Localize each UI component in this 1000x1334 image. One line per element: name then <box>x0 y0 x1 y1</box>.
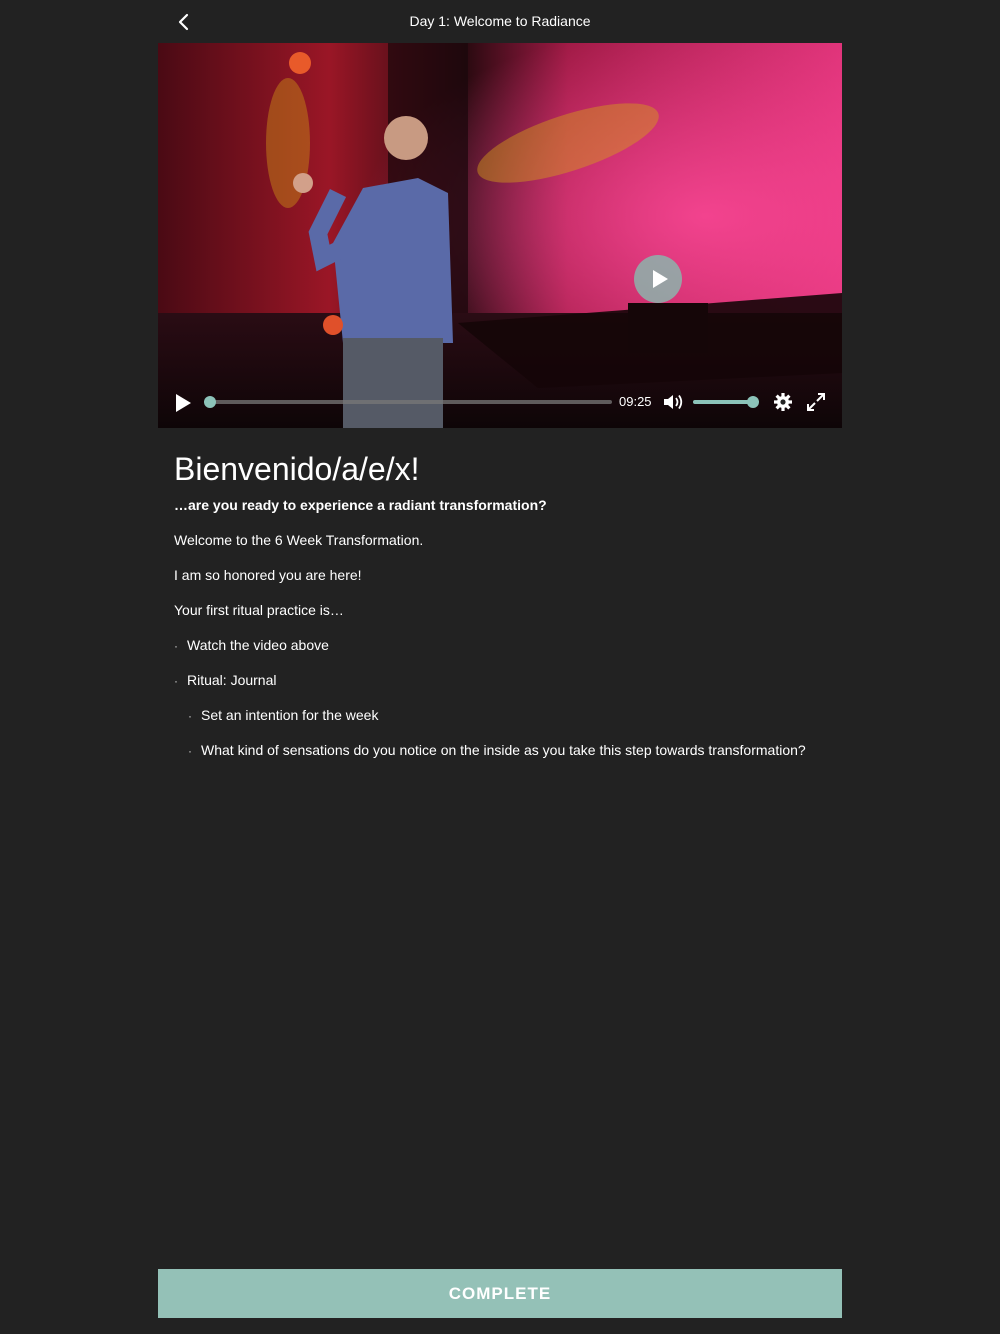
video-time: 09:25 <box>619 394 652 409</box>
sub-list-item: Set an intention for the week <box>201 707 379 723</box>
top-bar <box>0 0 1000 43</box>
progress-scrubber[interactable] <box>204 396 216 408</box>
video-player[interactable] <box>158 43 842 428</box>
paragraph: I am so honored you are here! <box>174 567 362 583</box>
fullscreen-icon[interactable] <box>806 392 826 412</box>
lesson-subtitle: …are you ready to experience a radiant transformation? <box>174 497 547 513</box>
bullet-dot: · <box>174 639 178 653</box>
page-title: Day 1: Welcome to Radiance <box>409 13 591 29</box>
settings-gear-icon[interactable] <box>773 392 793 412</box>
lesson-heading: Bienvenido/a/e/x! <box>174 451 420 487</box>
paragraph: Welcome to the 6 Week Transformation. <box>174 532 424 548</box>
list-item: Watch the video above <box>187 637 329 653</box>
bullet-dot: · <box>188 709 192 723</box>
center-play-button[interactable] <box>634 255 682 303</box>
video-thumbnail <box>158 43 842 428</box>
list-item: Ritual: Journal <box>187 672 277 688</box>
volume-track[interactable] <box>693 400 755 404</box>
bullet-dot: · <box>188 744 192 758</box>
paragraph: Your first ritual practice is… <box>174 602 344 618</box>
play-icon[interactable] <box>176 394 192 412</box>
bullet-dot: · <box>174 674 178 688</box>
volume-slider-knob[interactable] <box>747 396 759 408</box>
complete-button[interactable]: COMPLETE <box>158 1269 842 1318</box>
sub-list-item: What kind of sensations do you notice on the inside as you take this step towards transformation? <box>201 742 806 758</box>
progress-track[interactable] <box>210 400 612 404</box>
lesson-content <box>174 450 834 488</box>
volume-icon[interactable] <box>662 392 684 412</box>
